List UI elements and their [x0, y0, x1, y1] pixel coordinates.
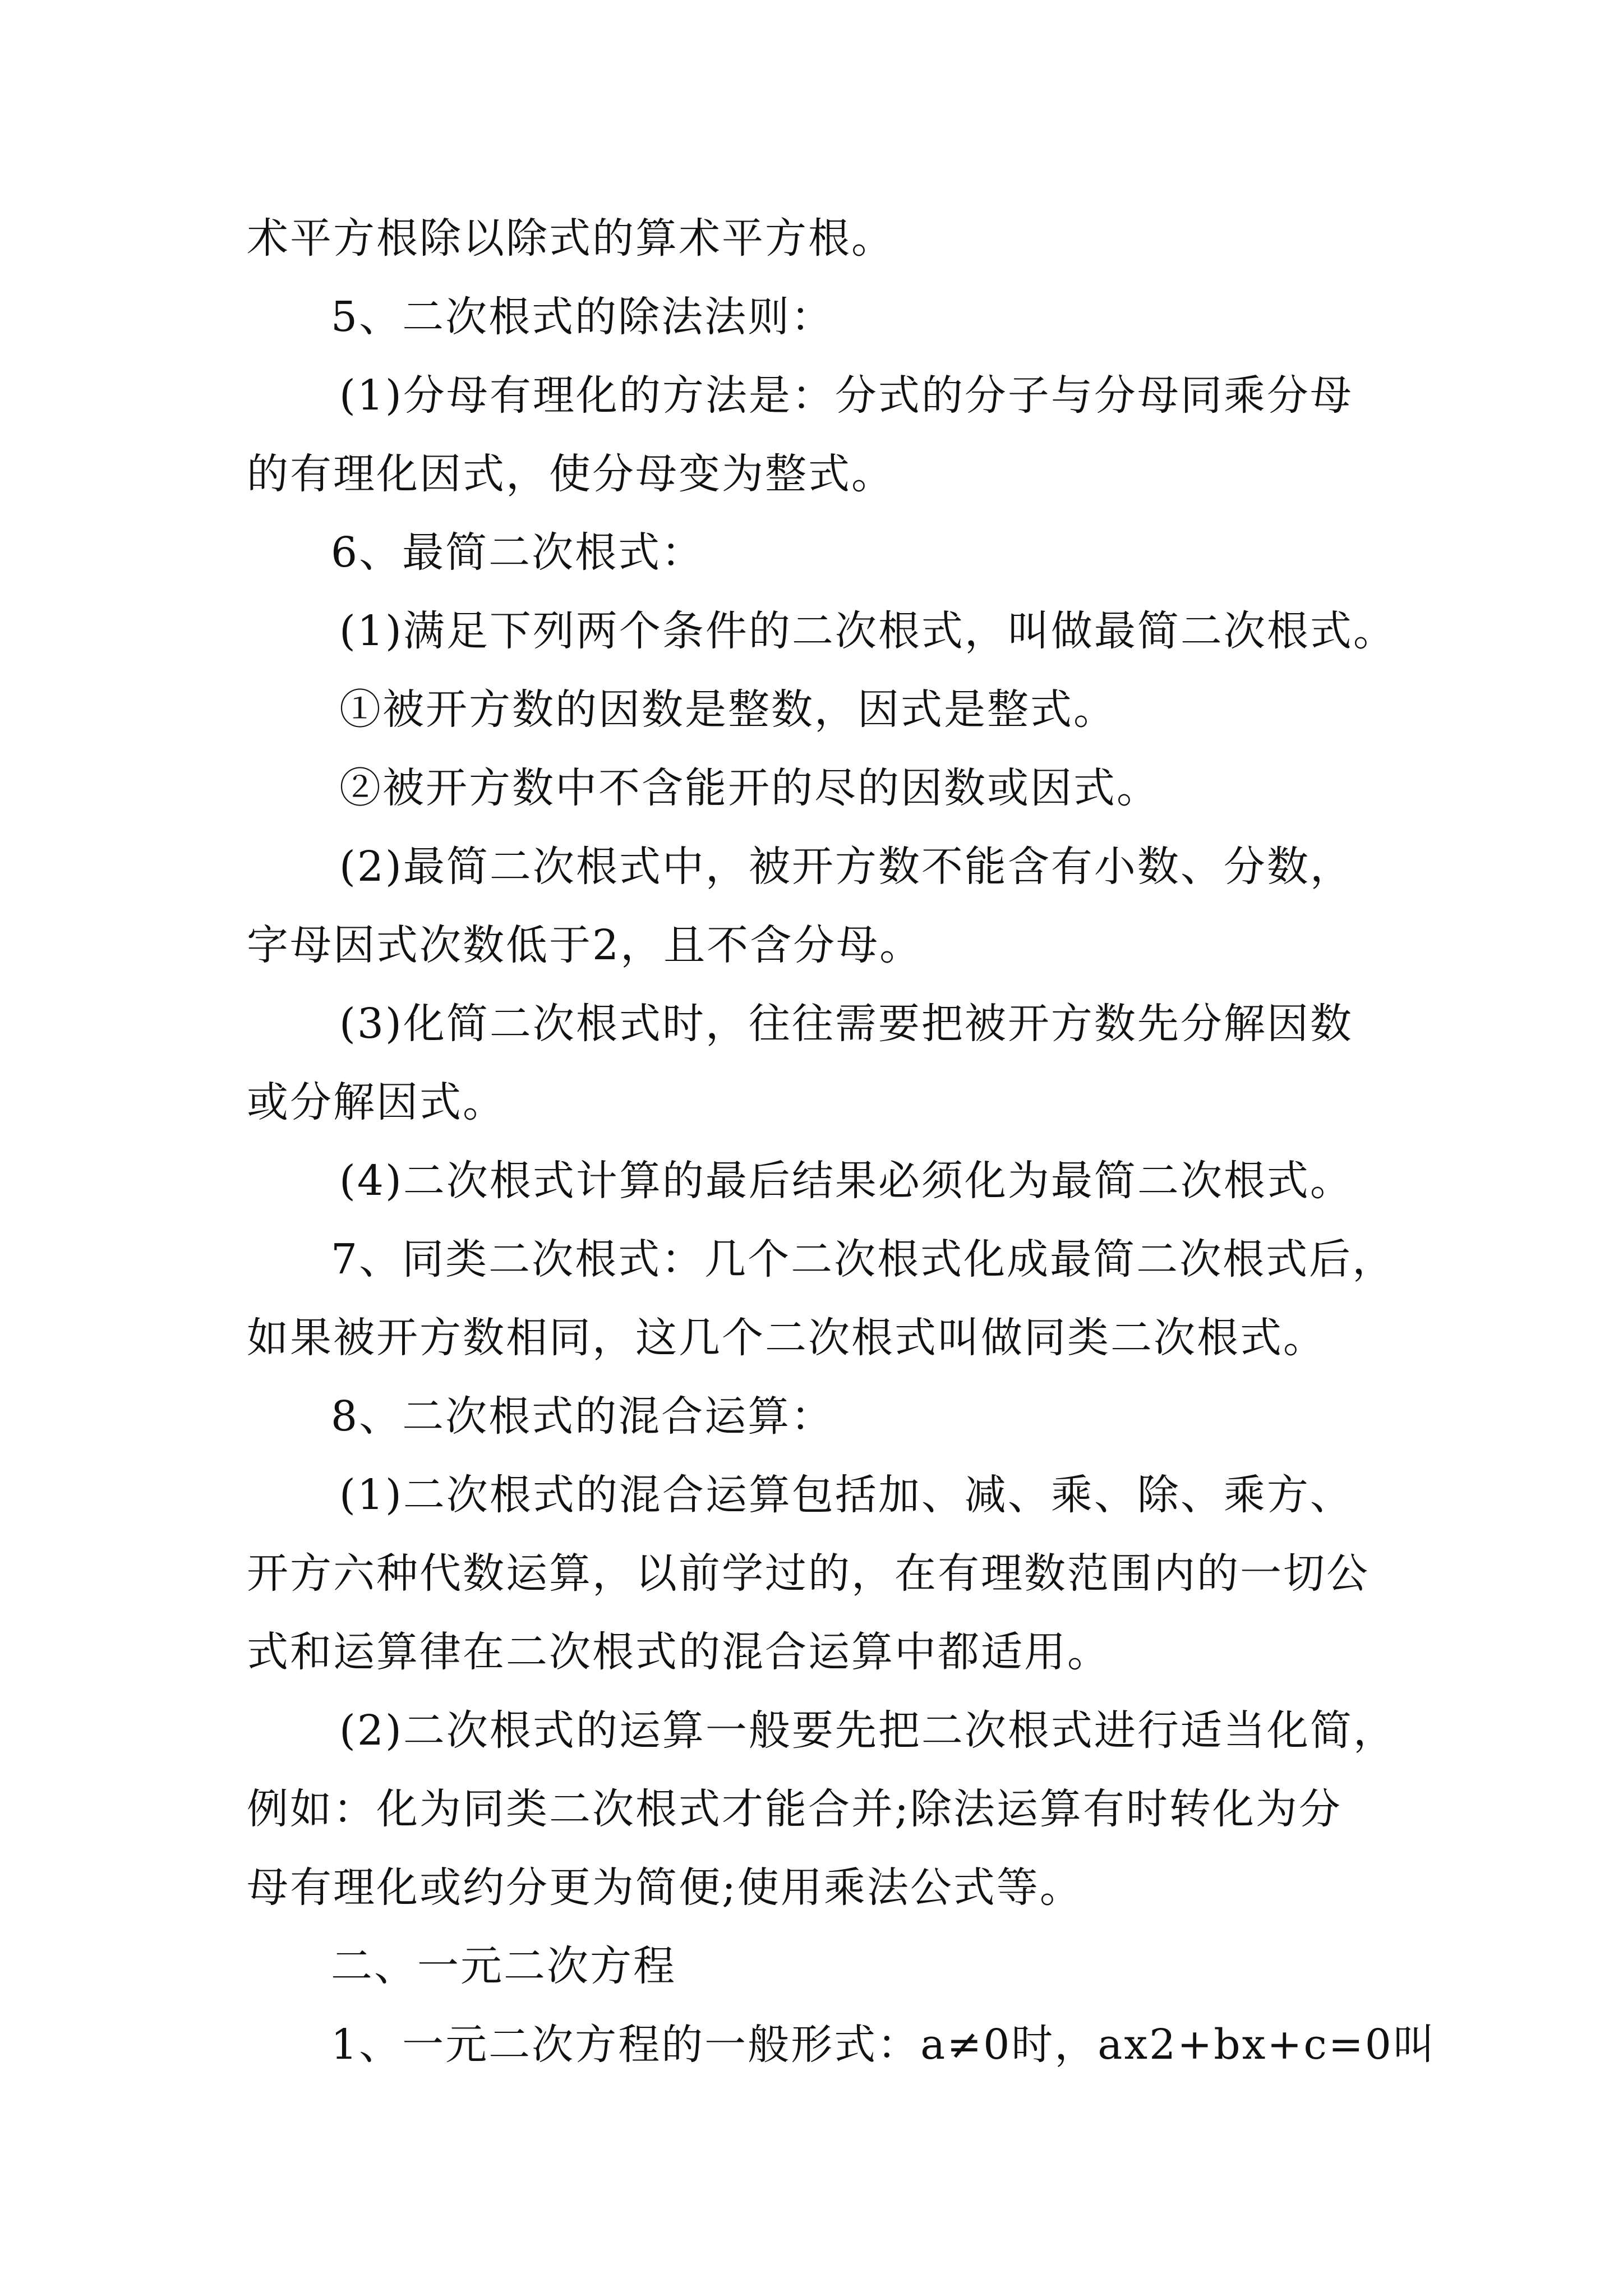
paragraph-line: (2)最简二次根式中，被开方数不能含有小数、分数，: [339, 843, 1353, 891]
section-heading: 6、最简二次根式：: [331, 528, 705, 577]
list-item: ②被开方数中不含能开的尽的因数或因式。: [339, 764, 1160, 812]
list-item: ①被开方数的因数是整数，因式是整式。: [339, 685, 1117, 734]
paragraph-line: (4)二次根式计算的最后结果必须化为最简二次根式。: [339, 1157, 1353, 1205]
section-heading: 5、二次根式的除法法则：: [331, 293, 834, 341]
section-heading: 7、同类二次根式：几个二次根式化成最简二次根式后，: [331, 1235, 1396, 1283]
paragraph-line: 的有理化因式，使分母变为整式。: [247, 450, 895, 498]
paragraph-line: 字母因式次数低于2，且不含分母。: [247, 921, 923, 969]
chapter-heading: 二、一元二次方程: [331, 1942, 676, 1990]
paragraph-line: 术平方根除以除式的算术平方根。: [247, 214, 895, 263]
paragraph-line: 式和运算律在二次根式的混合运算中都适用。: [247, 1628, 1110, 1676]
paragraph-line: (3)化简二次根式时，往往需要把被开方数先分解因数: [339, 1000, 1353, 1048]
paragraph-line: (1)满足下列两个条件的二次根式，叫做最简二次根式。: [339, 607, 1396, 655]
document-body: [247, 199, 1436, 2084]
section-heading: 8、二次根式的混合运算：: [331, 1392, 834, 1441]
paragraph-line: 例如：化为同类二次根式才能合并;除法运算有时转化为分: [247, 1785, 1342, 1833]
paragraph-line: 如果被开方数相同，这几个二次根式叫做同类二次根式。: [247, 1314, 1326, 1362]
paragraph-line: 开方六种代数运算，以前学过的，在有理数范围内的一切公: [247, 1549, 1370, 1598]
paragraph-line: 母有理化或约分更为简便;使用乘法公式等。: [247, 1864, 1083, 1912]
paragraph-line: (1)分母有理化的方法是：分式的分子与分母同乘分母: [339, 371, 1353, 420]
paragraph-line: (2)二次根式的运算一般要先把二次根式进行适当化简，: [339, 1706, 1396, 1755]
paragraph-line: (1)二次根式的混合运算包括加、减、乘、除、乘方、: [339, 1471, 1353, 1519]
paragraph-line: 或分解因式。: [247, 1078, 506, 1126]
section-heading: 1、一元二次方程的一般形式：a≠0时，ax2+bx+c=0叫: [331, 2021, 1436, 2069]
